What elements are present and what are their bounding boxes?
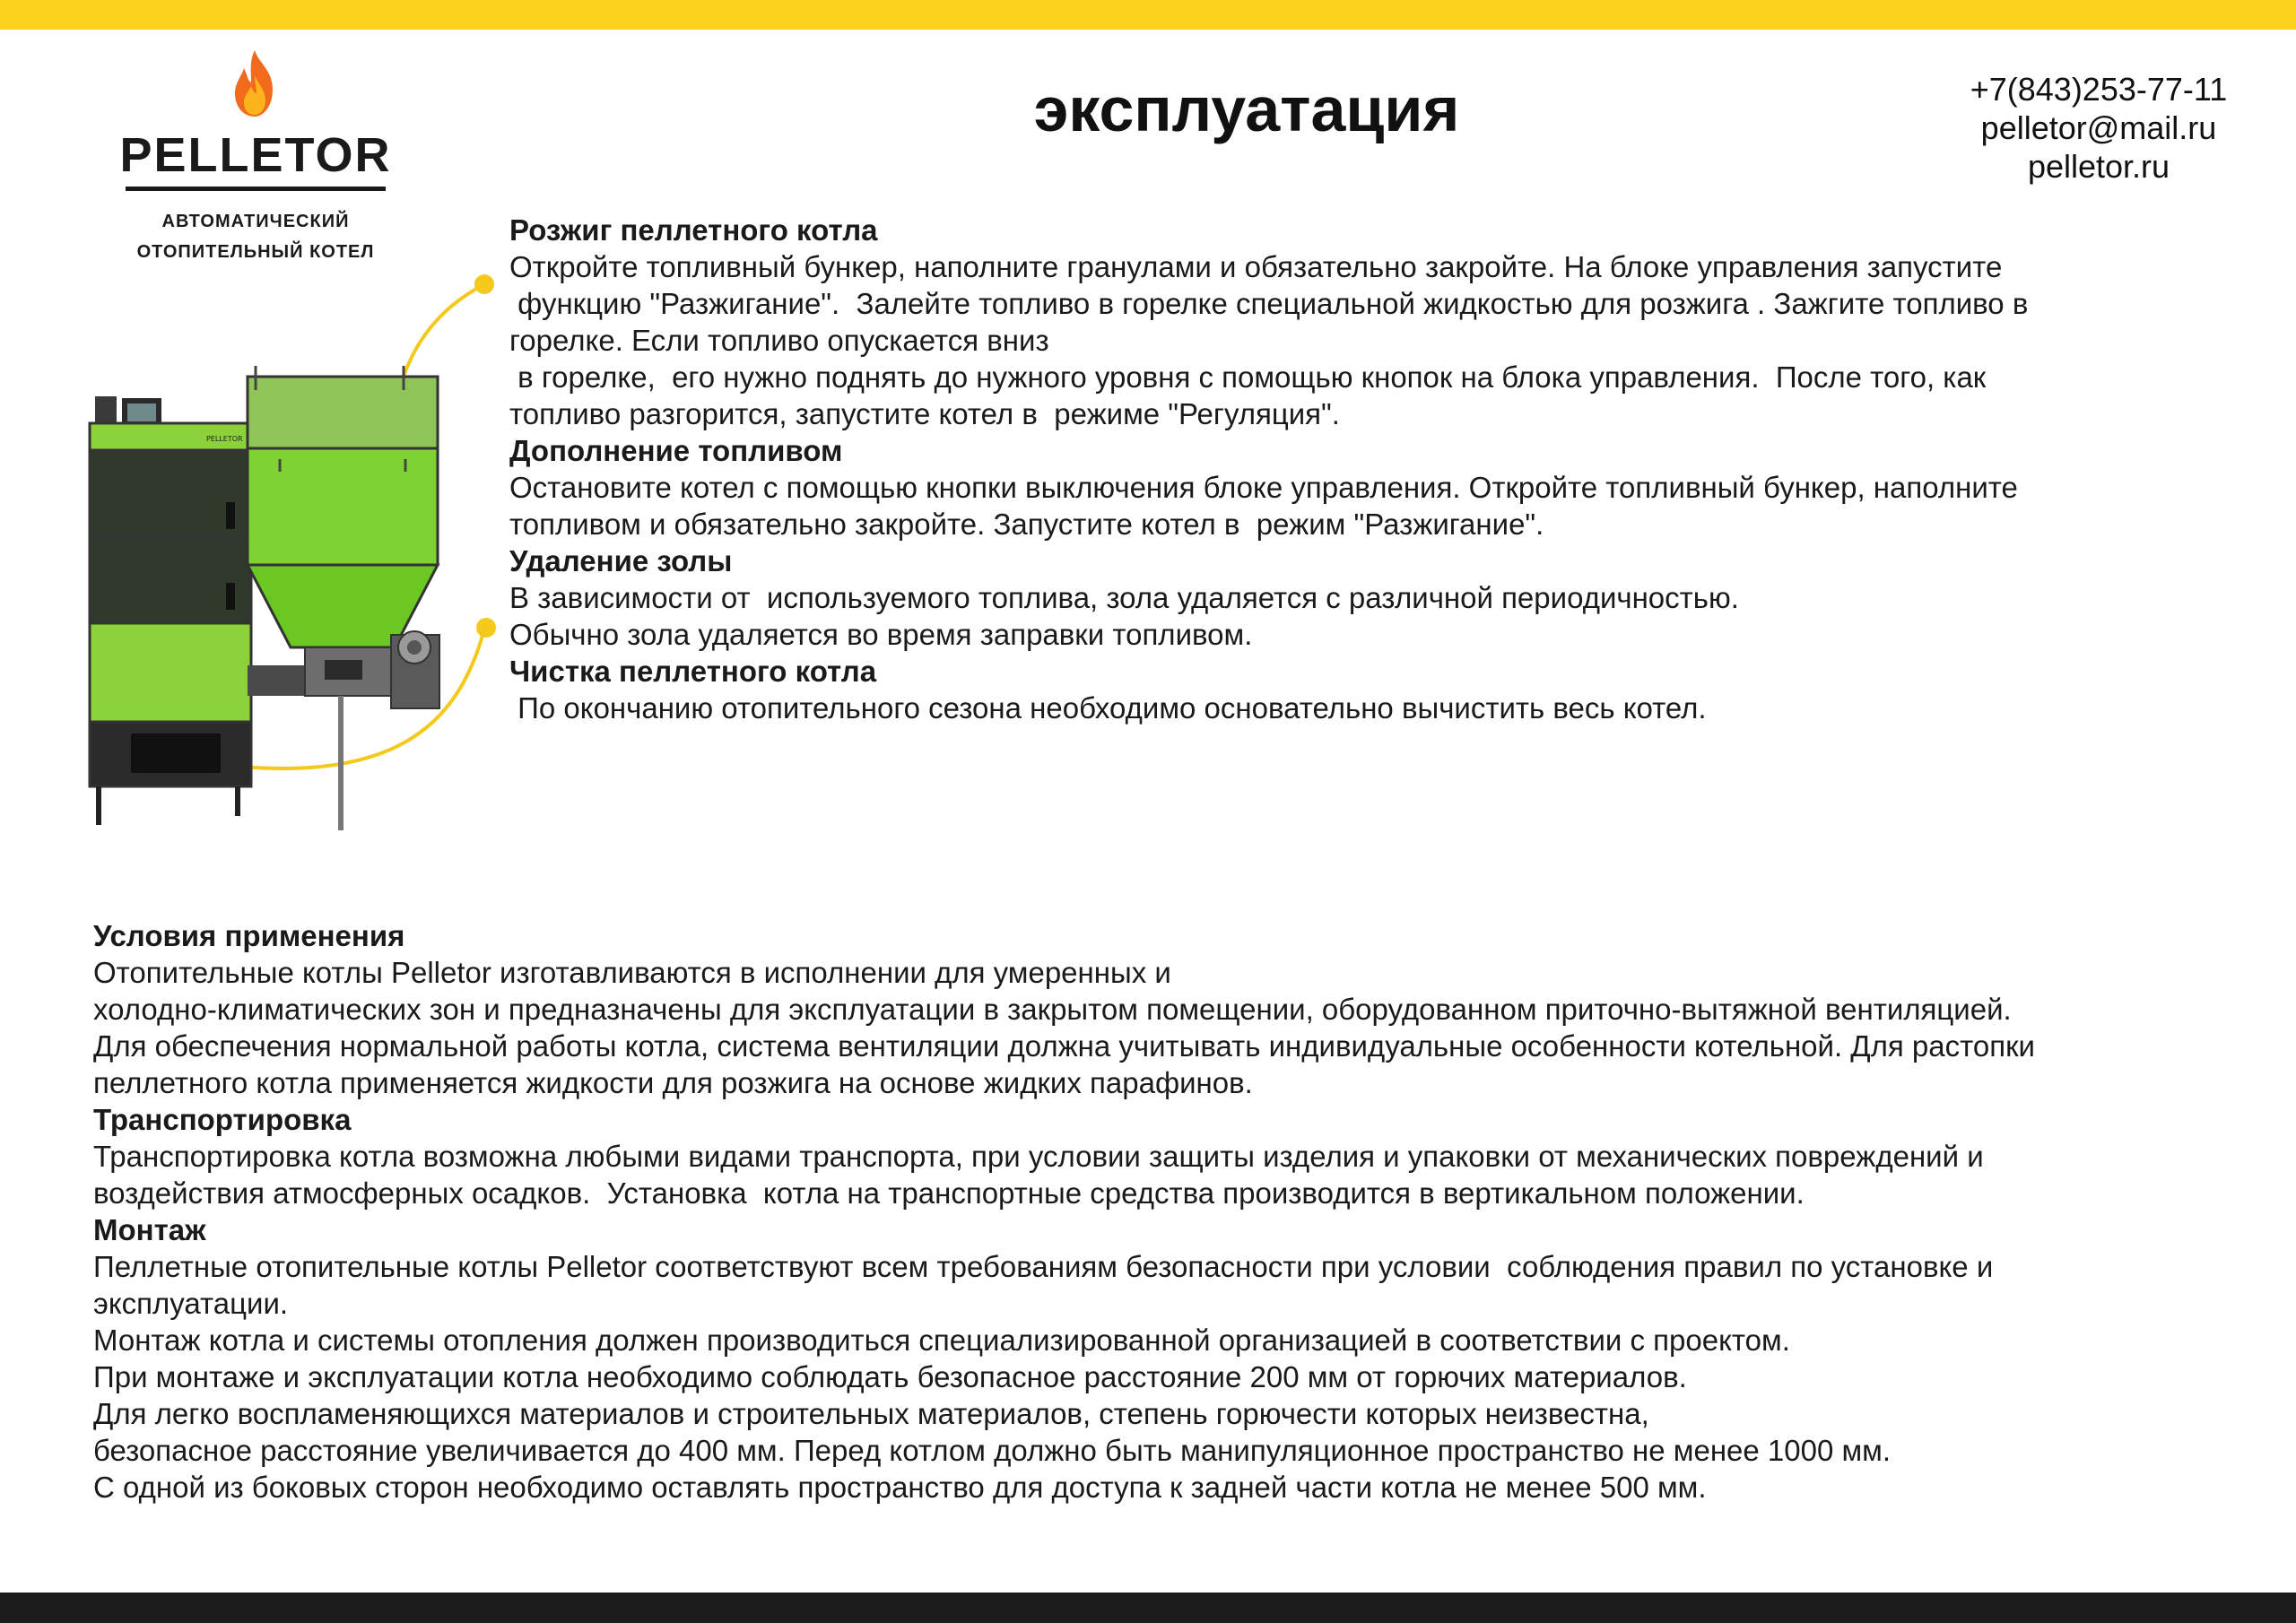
op-line: Остановите котел с помощью кнопки выключения блоке управления. Откройте топливный бункер, наполните xyxy=(509,471,2018,504)
fuel-hopper xyxy=(248,366,438,647)
op-line: в горелке, его нужно поднять до нужного уровня с помощью кнопок на блока управления. После того, как xyxy=(509,360,1987,394)
boiler-illustration xyxy=(72,260,538,843)
info-heading: Транспортировка xyxy=(93,1103,352,1136)
boiler-body xyxy=(90,396,251,825)
info-section-conditions xyxy=(93,917,2264,1101)
op-line: топливо разгорится, запустите котел в режиме "Регуляция". xyxy=(509,397,1340,430)
callout-dot-top xyxy=(474,274,494,294)
op-heading: Удаление золы xyxy=(509,544,733,577)
info-line: Для легко воспламеняющихся материалов и строительных материалов, степень горючести которых неизвестна, xyxy=(93,1397,1649,1430)
info-section-installation xyxy=(93,1211,2264,1506)
op-line: Откройте топливный бункер, наполните гранулами и обязательно закройте. На блоке управления запустите xyxy=(509,250,2003,283)
contact-phone[interactable]: +7(843)253-77-11 xyxy=(1970,71,2228,108)
info-line: воздействия атмосферных осадков. Установка котла на транспортные средства производится в вертикальном положении. xyxy=(93,1176,1805,1210)
info-line: безопасное расстояние увеличивается до 400 мм. Перед котлом должно быть манипуляционное пространство не менее 1000 мм. xyxy=(93,1434,1892,1467)
info-line: Для обеспечения нормальной работы котла, система вентиляции должна учитывать индивидуальные особенности котельной. Для растопки xyxy=(93,1029,2035,1063)
op-heading: Розжиг пеллетного котла xyxy=(509,213,878,247)
contact-site[interactable]: pelletor.ru xyxy=(2027,148,2170,185)
brand-tagline xyxy=(108,206,404,267)
op-line: горелке. Если топливо опускается вниз xyxy=(509,324,1049,357)
info-line: Отопительные котлы Pelletor изготавливаются в исполнении для умеренных и xyxy=(93,956,1171,989)
info-line: Монтаж котла и системы отопления должен производиться специализированной организацией в соответствии с проектом. xyxy=(93,1324,1790,1357)
op-section-ignition xyxy=(509,212,2231,432)
tagline-line-2: ОТОПИТЕЛЬНЫЙ КОТЕЛ xyxy=(136,242,375,262)
brand-underline xyxy=(126,187,386,191)
tagline-line-1: АВТОМАТИЧЕСКИЙ xyxy=(161,212,350,231)
flame-icon xyxy=(228,48,282,118)
boiler-plate-label: PELLETOR xyxy=(206,435,243,443)
op-line: функцию "Разжигание". Залейте топливо в горелке специальной жидкостью для розжига . Зажгите топливо в xyxy=(509,287,2029,320)
operation-instructions xyxy=(509,212,2231,726)
op-section-refuel xyxy=(509,432,2231,542)
brand-logo xyxy=(108,45,404,269)
info-heading: Монтаж xyxy=(93,1213,206,1246)
op-line: Обычно зола удаляется во время заправки топливом. xyxy=(509,618,1253,651)
op-heading: Чистка пеллетного котла xyxy=(509,655,877,688)
op-section-ash xyxy=(509,542,2231,653)
general-info xyxy=(93,917,2264,1506)
page-title: эксплуатация xyxy=(1033,74,1460,144)
op-line: топливом и обязательно закройте. Запустите котел в режим "Разжигание". xyxy=(509,508,1544,541)
info-line: холодно-климатических зон и предназначены для эксплуатации в закрытом помещении, оборудованном приточно-вытяжной вентиляцией. xyxy=(93,993,2012,1026)
info-section-transport xyxy=(93,1101,2264,1211)
info-heading: Условия применения xyxy=(93,919,405,952)
contact-email[interactable]: pelletor@mail.ru xyxy=(1980,109,2217,146)
contact-block xyxy=(1928,70,2269,186)
op-heading: Дополнение топливом xyxy=(509,434,843,467)
bottom-bar xyxy=(0,1593,2296,1623)
top-accent-bar xyxy=(0,0,2296,30)
info-line: Транспортировка котла возможна любыми видами транспорта, при условии защиты изделия и упаковки от механических повреждений и xyxy=(93,1140,1984,1173)
burner-auger xyxy=(248,631,439,830)
info-line: эксплуатации. xyxy=(93,1287,289,1320)
info-line: С одной из боковых сторон необходимо оставлять пространство для доступа к задней части котла не менее 500 мм. xyxy=(93,1471,1707,1504)
brand-name: PELLETOR xyxy=(119,128,392,182)
op-section-cleaning xyxy=(509,653,2231,726)
callout-dot-bottom xyxy=(476,618,496,638)
info-line: При монтаже и эксплуатации котла необходимо соблюдать безопасное расстояние 200 мм от горючих материалов. xyxy=(93,1360,1687,1393)
info-line: Пеллетные отопительные котлы Pelletor соответствуют всем требованиям безопасности при условии соблюдения правил по установке и xyxy=(93,1250,1994,1283)
info-line: пеллетного котла применяется жидкости для розжига на основе жидких парафинов. xyxy=(93,1066,1253,1099)
op-line: По окончанию отопительного сезона необходимо основательно вычистить весь котел. xyxy=(509,691,1707,725)
op-line: В зависимости от используемого топлива, зола удаляется с различной периодичностью. xyxy=(509,581,1739,614)
